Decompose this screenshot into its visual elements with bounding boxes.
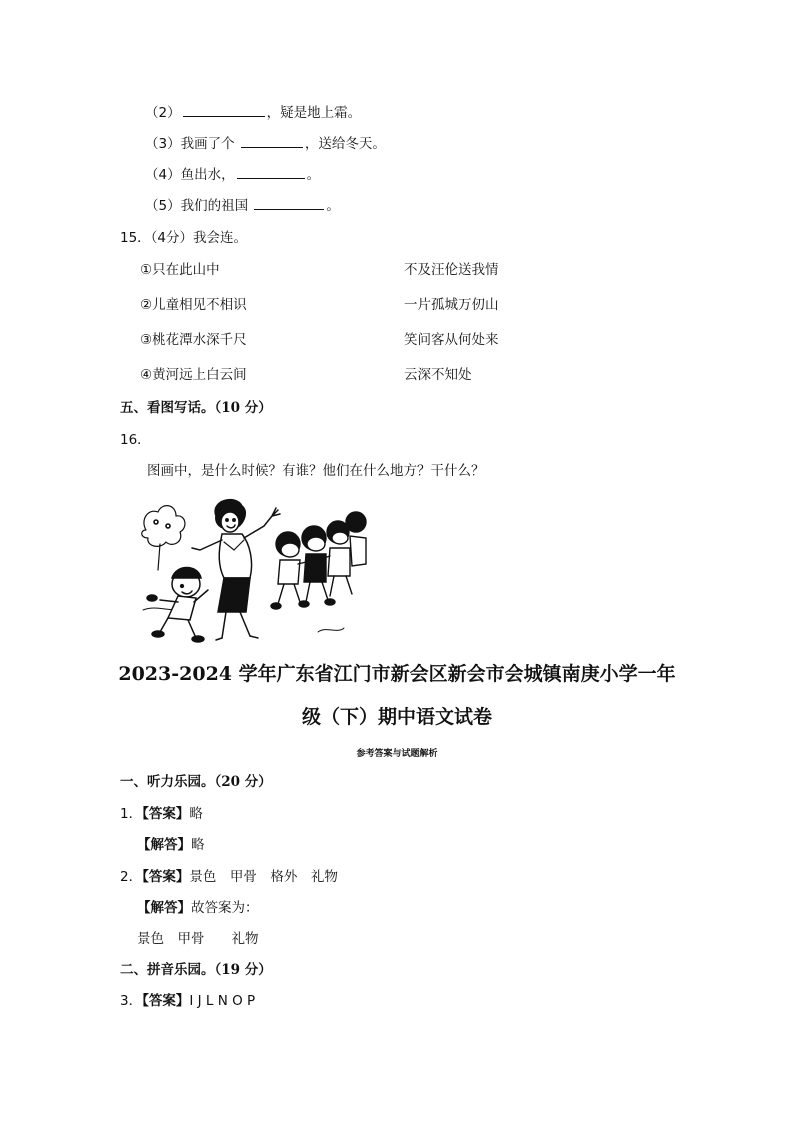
answer-number: 3． — [120, 993, 143, 1009]
item-number: （2） — [145, 105, 181, 121]
answer-text: 略 — [189, 806, 203, 822]
section-2-heading: 二、拼音乐园。（19 分） — [120, 962, 272, 978]
match-right-1[interactable]: 不及汪伦送我情 — [404, 262, 499, 278]
section-1-heading: 一、听力乐园。（20 分） — [120, 774, 272, 790]
match-right-3[interactable]: 笑问客从何处来 — [404, 332, 499, 348]
answer-key-title-line-1: 2023-2024 学年广东省江门市新会区新会市会城镇南庚小学一年 — [118, 663, 676, 685]
answer-tag: 【答案】 — [142, 806, 190, 822]
answer-tag: 【答案】 — [142, 869, 190, 885]
explanation-1 — [137, 836, 205, 854]
explanation-tag: 【解答】 — [137, 837, 191, 853]
q14-item-2 — [145, 103, 361, 122]
q16-number: 16． — [120, 432, 151, 448]
item-text: 鱼出水， — [180, 167, 235, 183]
answer-text: I J L N O P — [189, 993, 256, 1009]
q14-item-4 — [145, 165, 320, 184]
match-left-2[interactable]: ②儿童相见不相识 — [140, 297, 247, 313]
answer-blank[interactable] — [183, 103, 265, 117]
q14-item-5 — [145, 196, 340, 215]
answer-key-subtitle: 参考答案与试题解析 — [356, 749, 438, 759]
answer-text: 景色 甲骨 格外 礼物 — [189, 869, 338, 885]
match-right-2[interactable]: 一片孤城万仞山 — [404, 297, 499, 313]
item-number: （5） — [145, 198, 181, 214]
match-left-1[interactable]: ①只在此山中 — [140, 262, 220, 278]
explanation-2 — [137, 899, 259, 917]
item-text: 我画了个 — [180, 136, 235, 152]
match-right-4[interactable]: 云深不知处 — [404, 367, 472, 383]
explanation-text: 略 — [191, 837, 205, 853]
answer-number: 2． — [120, 869, 143, 885]
answer-blank[interactable] — [254, 196, 324, 210]
explanation-text: 故答案为： — [191, 900, 259, 916]
item-number: （3） — [145, 136, 181, 152]
answer-tag: 【答案】 — [142, 993, 190, 1009]
explanation-tag: 【解答】 — [137, 900, 191, 916]
answer-blank[interactable] — [241, 134, 303, 148]
item-number: （4） — [145, 167, 181, 183]
item-text: ，疑是地上霜。 — [266, 105, 362, 121]
answer-2 — [120, 868, 338, 886]
q15-heading: 15．（4分）我会连。 — [120, 230, 248, 246]
section-5-heading: 五、看图写话。（10 分） — [120, 400, 272, 416]
q14-item-3 — [145, 134, 386, 153]
answer-key-title-line-2: 级（下）期中语文试卷 — [301, 706, 492, 728]
q16-prompt: 图画中，是什么时候？有谁？他们在什么地方？干什么？ — [147, 463, 485, 479]
item-text: 。 — [306, 167, 321, 183]
answer-3 — [120, 992, 255, 1010]
answer-blank[interactable] — [237, 165, 305, 179]
item-text: ，送给冬天。 — [304, 136, 386, 152]
teacher-children-illustration — [138, 492, 370, 644]
match-left-4[interactable]: ④黄河远上白云间 — [140, 367, 247, 383]
item-text: 我们的祖国 — [180, 198, 249, 214]
answer-1 — [120, 805, 203, 823]
explanation-2-answer: 景色 甲骨 礼物 — [137, 931, 259, 947]
match-left-3[interactable]: ③桃花潭水深千尺 — [140, 332, 247, 348]
item-text: 。 — [326, 198, 340, 214]
answer-number: 1． — [120, 806, 143, 822]
